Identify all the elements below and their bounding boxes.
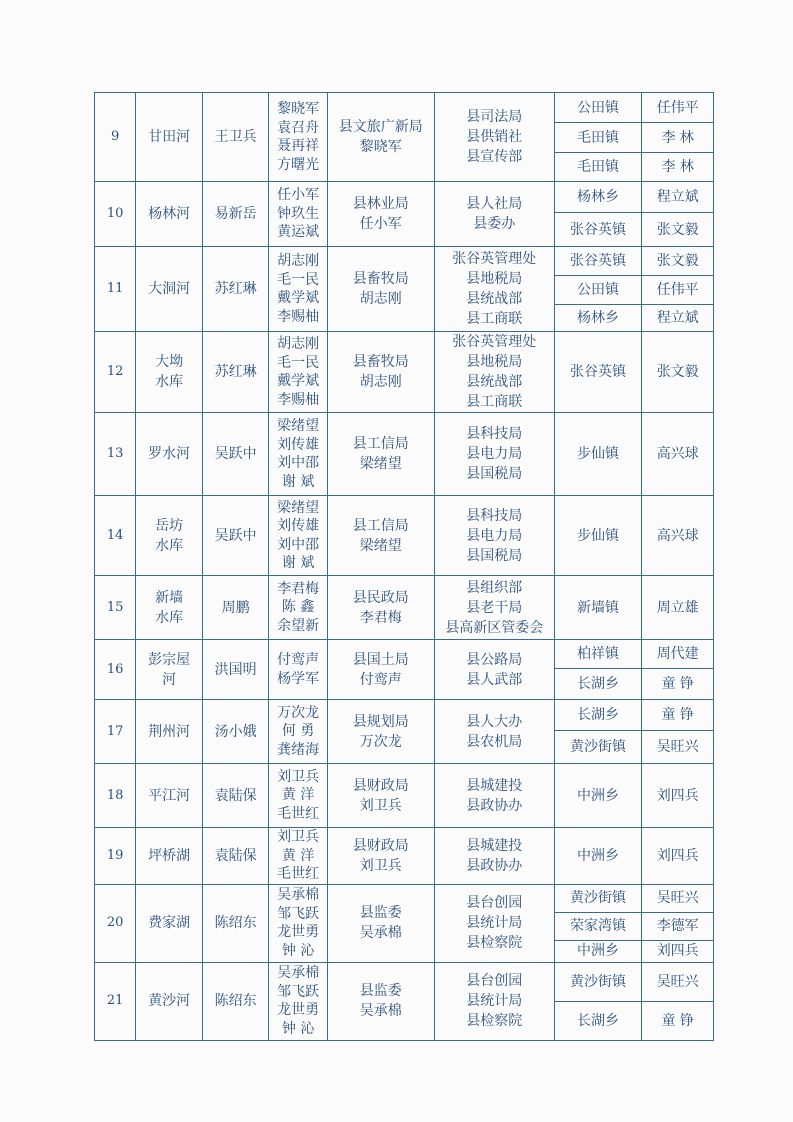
- river-name: 甘田河: [136, 93, 203, 182]
- river-name: 费家湖: [136, 884, 203, 962]
- row-number: 19: [95, 828, 136, 885]
- lead-unit: 县民政局 李君梅: [327, 576, 434, 640]
- town-chief: 程立斌: [642, 182, 714, 213]
- town-name: 毛田镇: [554, 153, 642, 182]
- town-chief: 吴旺兴: [642, 962, 714, 1001]
- county-leader: 吴跃中: [202, 496, 269, 576]
- lead-unit: 县文旅广新局 黎晓军: [327, 93, 434, 182]
- county-leader: 陈绍东: [202, 884, 269, 962]
- table-row: [95, 496, 714, 576]
- member-list: 付鸾声 杨学军: [269, 640, 327, 700]
- row-number: 21: [95, 962, 136, 1040]
- town-chief: 童 铮: [642, 700, 714, 731]
- liaison-units: 县司法局 县供销社 县宣传部: [434, 93, 554, 182]
- town-chief: 李德军: [642, 912, 714, 940]
- liaison-units: 县台创园 县统计局 县检察院: [434, 962, 554, 1040]
- town-chief: 张文毅: [642, 213, 714, 247]
- town-chief: 张文毅: [642, 247, 714, 276]
- town-chief: 周立雄: [642, 576, 714, 640]
- river-name: 坪桥湖: [136, 828, 203, 885]
- river-name: 彭宗屋 河: [136, 640, 203, 700]
- town-name: 公田镇: [554, 276, 642, 305]
- table-row: [95, 962, 714, 1001]
- table-row: [95, 93, 714, 123]
- row-number: 15: [95, 576, 136, 640]
- row-number: 20: [95, 884, 136, 962]
- county-leader: 周鹏: [202, 576, 269, 640]
- lead-unit: 县国土局 付鸾声: [327, 640, 434, 700]
- member-list: 梁绪望 刘传雄 刘中邵 谢 斌: [269, 496, 327, 576]
- town-chief: 李 林: [642, 153, 714, 182]
- town-chief: 刘四兵: [642, 828, 714, 885]
- county-leader: 易新岳: [202, 182, 269, 247]
- member-list: 胡志刚 毛一民 戴学斌 李赐柚: [269, 247, 327, 332]
- member-list: 刘卫兵 黄 洋 毛世红: [269, 764, 327, 828]
- town-name: 荣家湾镇: [554, 912, 642, 940]
- member-list: 黎晓军 袁召舟 聂再祥 方曙光: [269, 93, 327, 182]
- table-row: [95, 700, 714, 731]
- town-name: 长湖乡: [554, 700, 642, 731]
- river-name: 杨林河: [136, 182, 203, 247]
- member-list: 吴承棉 邹飞跃 龙世勇 钟 沁: [269, 962, 327, 1040]
- table-row: [95, 182, 714, 213]
- town-name: 张谷英镇: [554, 213, 642, 247]
- river-name: 大洞河: [136, 247, 203, 332]
- town-chief: 吴旺兴: [642, 731, 714, 764]
- town-name: 新墙镇: [554, 576, 642, 640]
- row-number: 14: [95, 496, 136, 576]
- river-name: 新墙 水库: [136, 576, 203, 640]
- liaison-units: 张谷英管理处 县地税局 县统战部 县工商联: [434, 247, 554, 332]
- town-name: 毛田镇: [554, 123, 642, 153]
- liaison-units: 县城建投 县政协办: [434, 828, 554, 885]
- town-chief: 高兴球: [642, 413, 714, 496]
- liaison-units: 县台创园 县统计局 县检察院: [434, 884, 554, 962]
- row-number: 10: [95, 182, 136, 247]
- town-chief: 吴旺兴: [642, 884, 714, 912]
- county-leader: 袁陆保: [202, 828, 269, 885]
- liaison-units: 县公路局 县人武部: [434, 640, 554, 700]
- town-chief: 刘四兵: [642, 940, 714, 962]
- table-body: [95, 93, 714, 1041]
- town-name: 中洲乡: [554, 940, 642, 962]
- county-leader: 吴跃中: [202, 413, 269, 496]
- town-chief: 刘四兵: [642, 764, 714, 828]
- river-name: 大坳 水库: [136, 332, 203, 413]
- lead-unit: 县财政局 刘卫兵: [327, 764, 434, 828]
- river-name: 黄沙河: [136, 962, 203, 1040]
- member-list: 李君梅 陈 鑫 余望新: [269, 576, 327, 640]
- liaison-units: 县科技局 县电力局 县国税局: [434, 496, 554, 576]
- lead-unit: 县畜牧局 胡志刚: [327, 247, 434, 332]
- row-number: 16: [95, 640, 136, 700]
- town-chief: 李 林: [642, 123, 714, 153]
- town-chief: 任伟平: [642, 93, 714, 123]
- table-row: [95, 247, 714, 276]
- river-name: 岳坊 水库: [136, 496, 203, 576]
- lead-unit: 县监委 吴承棉: [327, 884, 434, 962]
- river-name: 荆州河: [136, 700, 203, 764]
- table-row: [95, 828, 714, 885]
- town-chief: 周代建: [642, 640, 714, 669]
- county-leader: 洪国明: [202, 640, 269, 700]
- county-leader: 袁陆保: [202, 764, 269, 828]
- county-leader: 陈绍东: [202, 962, 269, 1040]
- table-row: [95, 332, 714, 413]
- table-row: [95, 413, 714, 496]
- row-number: 18: [95, 764, 136, 828]
- row-number: 9: [95, 93, 136, 182]
- lead-unit: 县林业局 任小军: [327, 182, 434, 247]
- county-leader: 汤小娥: [202, 700, 269, 764]
- table-row: [95, 764, 714, 828]
- member-list: 任小军 钟玖生 黄运斌: [269, 182, 327, 247]
- member-list: 刘卫兵 黄 洋 毛世红: [269, 828, 327, 885]
- liaison-units: 县城建投 县政协办: [434, 764, 554, 828]
- table-row: [95, 576, 714, 640]
- town-name: 黄沙街镇: [554, 962, 642, 1001]
- town-name: 杨林乡: [554, 305, 642, 332]
- town-name: 中洲乡: [554, 828, 642, 885]
- table-row: [95, 640, 714, 669]
- lead-unit: 县财政局 刘卫兵: [327, 828, 434, 885]
- town-name: 中洲乡: [554, 764, 642, 828]
- river-name: 平江河: [136, 764, 203, 828]
- liaison-units: 县科技局 县电力局 县国税局: [434, 413, 554, 496]
- lead-unit: 县规划局 万次龙: [327, 700, 434, 764]
- town-name: 张谷英镇: [554, 332, 642, 413]
- member-list: 吴承棉 邹飞跃 龙世勇 钟 沁: [269, 884, 327, 962]
- town-name: 步仙镇: [554, 413, 642, 496]
- lead-unit: 县工信局 梁绪望: [327, 413, 434, 496]
- town-name: 杨林乡: [554, 182, 642, 213]
- member-list: 梁绪望 刘传雄 刘中邵 谢 斌: [269, 413, 327, 496]
- town-name: 柏祥镇: [554, 640, 642, 669]
- town-chief: 童 铮: [642, 669, 714, 700]
- table-row: [95, 884, 714, 912]
- row-number: 13: [95, 413, 136, 496]
- town-name: 步仙镇: [554, 496, 642, 576]
- town-name: 长湖乡: [554, 669, 642, 700]
- row-number: 17: [95, 700, 136, 764]
- liaison-units: 县人社局 县委办: [434, 182, 554, 247]
- row-number: 12: [95, 332, 136, 413]
- town-chief: 任伟平: [642, 276, 714, 305]
- county-leader: 王卫兵: [202, 93, 269, 182]
- county-leader: 苏红琳: [202, 247, 269, 332]
- town-name: 长湖乡: [554, 1001, 642, 1040]
- county-leader: 苏红琳: [202, 332, 269, 413]
- member-list: 胡志刚 毛一民 戴学斌 李赐柚: [269, 332, 327, 413]
- town-chief: 张文毅: [642, 332, 714, 413]
- river-chief-table: [94, 92, 714, 1041]
- member-list: 万次龙 何 勇 龚绪海: [269, 700, 327, 764]
- lead-unit: 县畜牧局 胡志刚: [327, 332, 434, 413]
- town-chief: 童 铮: [642, 1001, 714, 1040]
- lead-unit: 县监委 吴承棉: [327, 962, 434, 1040]
- lead-unit: 县工信局 梁绪望: [327, 496, 434, 576]
- liaison-units: 县人大办 县农机局: [434, 700, 554, 764]
- town-name: 公田镇: [554, 93, 642, 123]
- river-name: 罗水河: [136, 413, 203, 496]
- town-name: 黄沙街镇: [554, 884, 642, 912]
- town-chief: 高兴球: [642, 496, 714, 576]
- town-name: 张谷英镇: [554, 247, 642, 276]
- liaison-units: 张谷英管理处 县地税局 县统战部 县工商联: [434, 332, 554, 413]
- town-chief: 程立斌: [642, 305, 714, 332]
- row-number: 11: [95, 247, 136, 332]
- liaison-units: 县组织部 县老干局 县高新区管委会: [434, 576, 554, 640]
- town-name: 黄沙街镇: [554, 731, 642, 764]
